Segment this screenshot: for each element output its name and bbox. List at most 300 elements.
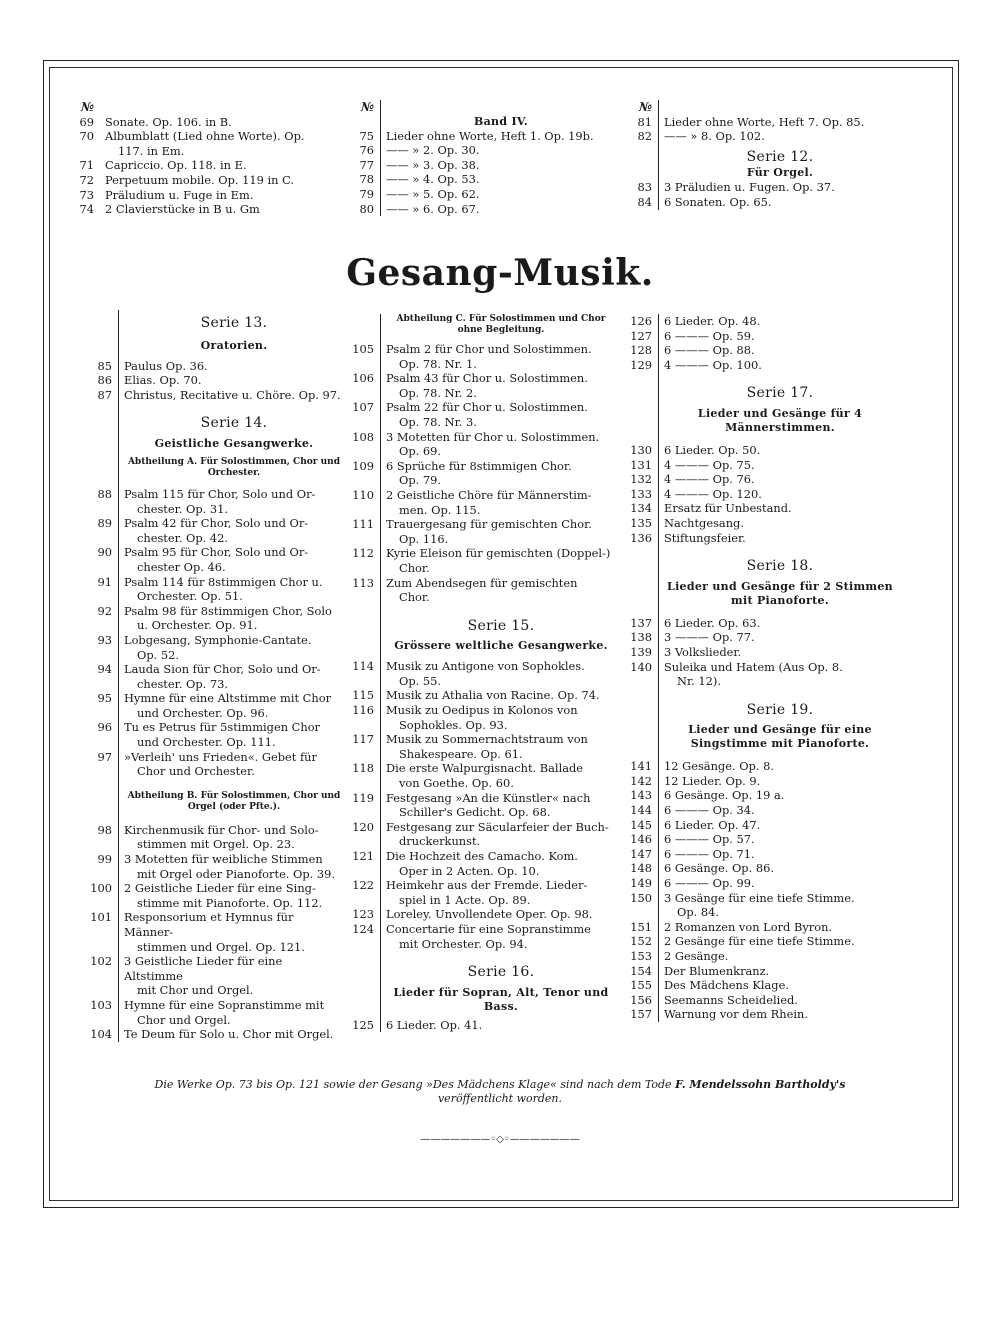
item-number: 139: [630, 644, 652, 659]
list-item: [86, 1013, 344, 1028]
item-text: chester. Op. 31.: [137, 501, 229, 516]
item-text: und Orchester. Op. 111.: [137, 735, 276, 750]
item-text: Lauda Sion für Chor, Solo und Or-: [124, 662, 321, 677]
list-item: [348, 129, 616, 144]
list-item: [348, 907, 616, 922]
main-col-1: [86, 310, 344, 1042]
item-text: Te Deum für Solo u. Chor mit Orgel.: [124, 1027, 334, 1042]
item-number: 86: [97, 373, 112, 388]
item-number: 118: [352, 761, 374, 776]
item-number: [348, 532, 380, 547]
lieder-16-heading: Lieder für Sopran, Alt, Tenor und Bass.: [393, 985, 609, 1013]
item-number: 138: [630, 630, 652, 645]
list-item: [626, 329, 896, 344]
item-text: Musik zu Antigone von Sophokles.: [386, 659, 585, 674]
item-text: 3 Motetten für Chor u. Solostimmen.: [386, 429, 600, 444]
serie-14c-list: [348, 342, 616, 605]
item-text: 4 ——— Op. 76.: [664, 472, 755, 487]
item-text: 6 Lieder. Op. 63.: [664, 615, 761, 630]
list-item: [626, 993, 896, 1008]
item-number: 127: [630, 328, 652, 343]
item-text: 2 Geistliche Lieder für eine Sing-: [124, 881, 316, 896]
list-item: [348, 503, 616, 518]
item-text: Schiller's Gedicht. Op. 68.: [399, 805, 551, 820]
item-text: Musik zu Athalia von Racine. Op. 74.: [386, 688, 600, 703]
list-item: [348, 688, 616, 703]
item-number: [348, 357, 380, 372]
item-number: [348, 718, 380, 733]
item-text: Op. 52.: [137, 647, 179, 662]
list-item: [626, 487, 896, 502]
abteilung-c-heading: Abtheilung C. Für Solostimmen und Chor ohne Begleitung.: [396, 314, 606, 335]
list-item: [626, 788, 896, 803]
item-number: 81: [637, 114, 652, 129]
list-item: [626, 195, 896, 210]
item-text: Warnung vor dem Rhein.: [664, 1007, 808, 1022]
list-item: [86, 531, 344, 546]
item-text: 6 Sonaten. Op. 65.: [664, 194, 772, 209]
item-text: Op. 78. Nr. 3.: [399, 414, 477, 429]
list-item: [348, 718, 616, 733]
item-text: 6 Sprüche für 8stimmigen Chor.: [386, 458, 572, 473]
item-number: 112: [352, 546, 374, 561]
item-number: 121: [352, 849, 374, 863]
item-number: 78: [359, 172, 374, 187]
item-text: 6 Gesänge. Op. 86.: [664, 861, 774, 876]
list-item: [348, 561, 616, 576]
item-number: 97: [97, 749, 112, 764]
item-text: —— » 8. Op. 102.: [664, 129, 765, 144]
item-number: 131: [630, 457, 652, 472]
item-number: [348, 674, 380, 689]
list-item: [86, 852, 344, 867]
list-item: [86, 867, 344, 882]
item-text: 3 Motetten für weibliche Stimmen: [124, 852, 323, 867]
list-item: [86, 983, 344, 998]
list-item: [348, 202, 616, 217]
item-text: Nachtgesang.: [664, 515, 744, 530]
serie-13-list: [86, 359, 344, 403]
band-heading: Band IV.: [474, 114, 528, 128]
item-text: Stiftungsfeier.: [664, 530, 746, 545]
item-number: 94: [97, 662, 112, 677]
list-item: [348, 143, 616, 158]
item-number: 151: [630, 919, 652, 934]
item-text: Die erste Walpurgisnacht. Ballade: [386, 761, 584, 776]
footnote: [60, 1078, 940, 1106]
item-text: 6 Gesänge. Op. 19 a.: [664, 788, 785, 803]
item-text: Psalm 95 für Chor, Solo und Or-: [124, 545, 309, 560]
column-number-label: №: [638, 100, 652, 114]
item-text: Op. 79.: [399, 473, 441, 488]
item-number: [348, 503, 380, 518]
list-item: [348, 820, 616, 835]
item-text: Perpetuum mobile. Op. 119 in C.: [105, 172, 295, 187]
item-text: 6 Lieder. Op. 41.: [386, 1017, 483, 1032]
item-number: 145: [630, 817, 652, 832]
item-text: Des Mädchens Klage.: [664, 978, 789, 993]
item-text: stimmen mit Orgel. Op. 23.: [137, 837, 295, 852]
list-item: [626, 934, 896, 949]
serie-19-list: [626, 759, 896, 1022]
list-item: [348, 357, 616, 372]
item-text: —— » 6. Op. 67.: [386, 201, 480, 216]
item-text: Psalm 43 für Chor u. Solostimmen.: [386, 371, 588, 386]
item-text: 6 ——— Op. 59.: [664, 328, 755, 343]
item-number: 83: [637, 180, 652, 195]
item-number: 128: [630, 343, 652, 358]
item-text: mit Orgel oder Pianoforte. Op. 39.: [137, 866, 336, 881]
item-text: Concertarie für eine Sopranstimme: [386, 921, 591, 936]
item-text: 12 Lieder. Op. 9.: [664, 773, 761, 788]
item-text: Musik zu Sommernachtstraum von: [386, 732, 588, 747]
list-item: [86, 706, 344, 721]
list-item: [348, 488, 616, 503]
item-text: —— » 2. Op. 30.: [386, 143, 480, 158]
item-text: Albumblatt (Lied ohne Worte). Op.: [105, 129, 305, 144]
serie-16b-list: [626, 314, 896, 372]
list-item: [348, 187, 616, 202]
item-text: stimme mit Pianoforte. Op. 112.: [137, 895, 323, 910]
item-number: [348, 415, 380, 430]
item-text: und Orchester. Op. 96.: [137, 705, 269, 720]
list-item: [626, 674, 896, 689]
item-text: —— » 5. Op. 62.: [386, 186, 480, 201]
item-number: 77: [359, 157, 374, 172]
item-number: 76: [359, 143, 374, 158]
item-number: 147: [630, 846, 652, 861]
list-item: [626, 818, 896, 833]
oratorien-heading: Oratorien.: [200, 338, 268, 352]
list-item: [348, 532, 616, 547]
item-number: 148: [630, 861, 652, 876]
item-number: 143: [630, 788, 652, 803]
item-number: 110: [352, 487, 374, 502]
item-number: [86, 896, 118, 911]
list-item: [348, 386, 616, 401]
item-text: Op. 116.: [399, 531, 449, 546]
list-item: [626, 129, 896, 144]
list-item: [626, 115, 896, 130]
item-text: Psalm 2 für Chor und Solostimmen.: [386, 342, 592, 356]
item-text: 12 Gesänge. Op. 8.: [664, 759, 774, 774]
item-number: 144: [630, 803, 652, 818]
item-text: chester. Op. 42.: [137, 530, 229, 545]
item-number: [86, 735, 118, 750]
item-number: [86, 531, 118, 546]
list-item: [348, 659, 616, 674]
item-number: 70: [79, 129, 94, 144]
list-item: [348, 576, 616, 591]
list-item: [626, 314, 896, 329]
item-number: 132: [630, 472, 652, 487]
item-number: [348, 864, 380, 879]
item-text: 6 ——— Op. 99.: [664, 876, 755, 891]
item-text: Hymne für eine Altstimme mit Chor: [124, 691, 332, 706]
item-text: 3 Geistliche Lieder für eine Altstimme: [124, 954, 283, 983]
item-number: [348, 834, 380, 849]
item-number: 156: [630, 992, 652, 1007]
list-item: [86, 764, 344, 779]
list-item: [86, 735, 344, 750]
top-col-2-list: [348, 129, 616, 217]
list-item: [626, 964, 896, 979]
item-text: chester. Op. 73.: [137, 676, 229, 691]
item-text: Sonate. Op. 106. in B.: [105, 114, 232, 129]
item-number: [86, 940, 118, 955]
list-item: [348, 371, 616, 386]
item-text: Lobgesang, Symphonie-Cantate.: [124, 632, 312, 647]
column-number-label: №: [360, 100, 374, 114]
item-text: Die Hochzeit des Camacho. Kom.: [386, 849, 578, 863]
lieder-19-heading: Lieder und Gesänge für eine Singstimme mit Pianoforte.: [688, 723, 872, 751]
list-item: [86, 677, 344, 692]
list-item: [626, 630, 896, 645]
list-item: [86, 633, 344, 648]
item-text: stimmen und Orgel. Op. 121.: [137, 939, 305, 954]
list-item: [626, 847, 896, 862]
list-item: [86, 940, 344, 955]
top-col-2: [348, 100, 616, 216]
list-item: [348, 864, 616, 879]
item-number: 106: [352, 371, 374, 386]
list-item: [626, 358, 896, 373]
item-number: 126: [630, 314, 652, 328]
list-item: [86, 881, 344, 896]
serie-18-heading: Serie 18.: [746, 558, 814, 575]
ornament-divider: ———————◦◇◦———————: [420, 1134, 580, 1145]
list-item: [86, 545, 344, 560]
list-item: [86, 388, 344, 403]
list-item: [348, 878, 616, 893]
list-item: [68, 173, 348, 188]
item-number: [86, 648, 118, 663]
item-text: Kyrie Eleison für gemischten (Doppel-): [386, 546, 611, 561]
item-text: Tu es Petrus für 5stimmigen Chor: [124, 720, 320, 735]
list-item: [68, 115, 348, 130]
item-number: [348, 937, 380, 952]
serie-17-list: [626, 443, 896, 545]
list-item: [86, 560, 344, 575]
list-item: [348, 459, 616, 474]
item-text: Festgesang »An die Künstler« nach: [386, 790, 591, 805]
footnote-line-1a: Die Werke Op. 73 bis Op. 121 sowie der Gesang »Des Mädchens Klage« sind nach dem Tode: [154, 1078, 672, 1091]
item-number: 89: [97, 516, 112, 531]
item-text: 3 Volkslieder.: [664, 644, 742, 659]
item-number: 133: [630, 486, 652, 501]
lieder-17-heading: Lieder und Gesänge für 4 Männerstimmen.: [697, 406, 863, 434]
item-number: 101: [90, 910, 112, 925]
item-number: 129: [630, 357, 652, 372]
item-text: »Verleih' uns Frieden«. Gebet für: [124, 749, 317, 764]
column-number-label: №: [80, 100, 94, 114]
item-number: 91: [97, 574, 112, 589]
list-item: [348, 893, 616, 908]
list-item: [348, 1018, 616, 1033]
item-text: Op. 84.: [677, 905, 719, 920]
list-item: [626, 343, 896, 358]
item-text: Op. 78. Nr. 1.: [399, 356, 477, 371]
list-item: [626, 531, 896, 546]
list-item: [626, 905, 896, 920]
list-item: [86, 954, 344, 983]
abteilung-b-heading: Abtheilung B. Für Solostimmen, Chor und Orgel (oder Pfte.).: [127, 790, 341, 812]
item-number: [86, 983, 118, 998]
list-item: [86, 910, 344, 939]
item-text: Lieder ohne Worte, Heft 1. Op. 19b.: [386, 128, 594, 143]
list-item: [626, 891, 896, 906]
list-item: [626, 443, 896, 458]
list-item: [348, 172, 616, 187]
item-text: Ersatz für Unbestand.: [664, 501, 792, 516]
list-item: [86, 502, 344, 517]
item-text: —— » 4. Op. 53.: [386, 172, 480, 187]
list-item: [348, 922, 616, 937]
list-item: [626, 660, 896, 675]
item-number: [626, 905, 658, 920]
list-item: [626, 774, 896, 789]
item-number: 150: [630, 890, 652, 905]
item-text: Chor und Orchester.: [137, 764, 255, 779]
item-number: 153: [630, 949, 652, 963]
item-text: 2 Clavierstücke in B u. Gm: [105, 202, 260, 217]
list-item: [348, 590, 616, 605]
item-number: 116: [352, 703, 374, 718]
item-text: Op. 69.: [399, 444, 441, 459]
item-number: [86, 706, 118, 721]
item-number: 74: [79, 202, 94, 217]
top-col-3-list-b: [626, 180, 896, 209]
item-number: 84: [637, 194, 652, 209]
top-col-3: [626, 100, 896, 210]
item-text: —— » 3. Op. 38.: [386, 157, 480, 172]
item-text: Psalm 98 für 8stimmigen Chor, Solo: [124, 603, 332, 618]
list-item: [626, 949, 896, 964]
item-text: Nr. 12).: [677, 674, 721, 689]
item-number: 82: [637, 129, 652, 144]
item-text: Zum Abendsegen für gemischten: [386, 575, 578, 590]
main-col-2: [348, 314, 616, 1032]
list-item: [86, 604, 344, 619]
item-number: 93: [97, 632, 112, 647]
item-text: 2 Romanzen von Lord Byron.: [664, 919, 833, 934]
item-number: [348, 473, 380, 488]
item-text: Orchester. Op. 51.: [137, 589, 243, 604]
list-item: [86, 896, 344, 911]
item-text: 117. in Em.: [118, 143, 185, 158]
item-text: 2 Gesänge.: [664, 949, 729, 963]
list-item: [86, 575, 344, 590]
item-text: Musik zu Oedipus in Kolonos von: [386, 703, 578, 718]
item-number: [348, 386, 380, 401]
list-item: [68, 129, 348, 144]
item-number: 88: [97, 486, 112, 501]
item-number: 73: [79, 187, 94, 202]
serie-16-heading: Serie 16.: [467, 964, 535, 981]
item-text: men. Op. 115.: [399, 502, 481, 517]
list-item: [626, 180, 896, 195]
item-text: Chor.: [399, 560, 430, 575]
item-number: 136: [630, 530, 652, 545]
list-item: [626, 472, 896, 487]
item-text: Lieder ohne Worte, Heft 7. Op. 85.: [664, 114, 865, 129]
item-number: 105: [352, 342, 374, 356]
serie-14b-list: [86, 823, 344, 1042]
serie-19-heading: Serie 19.: [746, 701, 814, 718]
item-text: 4 ——— Op. 120.: [664, 486, 762, 501]
list-item: [626, 832, 896, 847]
item-text: Responsorium et Hymnus für Männer-: [124, 910, 294, 939]
top-col-1: [68, 100, 348, 217]
item-text: Sophokles. Op. 93.: [399, 717, 508, 732]
item-text: u. Orchester. Op. 91.: [137, 618, 258, 633]
list-item: [86, 487, 344, 502]
list-item: [348, 473, 616, 488]
item-number: [86, 589, 118, 604]
list-item: [86, 516, 344, 531]
groessere-heading: Grössere weltliche Gesangwerke.: [394, 639, 608, 653]
item-number: 134: [630, 501, 652, 516]
list-item: [86, 359, 344, 374]
item-number: 107: [352, 400, 374, 415]
item-text: 6 Lieder. Op. 50.: [664, 442, 761, 457]
item-text: Suleika und Hatem (Aus Op. 8.: [664, 659, 843, 674]
item-number: [86, 618, 118, 633]
item-text: 4 ——— Op. 100.: [664, 357, 762, 372]
item-number: 104: [90, 1027, 112, 1042]
list-item: [348, 732, 616, 747]
item-number: 87: [97, 387, 112, 402]
list-item: [626, 759, 896, 774]
item-number: [348, 805, 380, 820]
item-number: [348, 893, 380, 908]
item-number: 72: [79, 172, 94, 187]
list-item: [68, 158, 348, 173]
list-item: [626, 803, 896, 818]
item-text: 6 Lieder. Op. 48.: [664, 314, 761, 328]
item-number: [86, 837, 118, 852]
list-item: [86, 750, 344, 765]
list-item: [626, 645, 896, 660]
item-number: 135: [630, 515, 652, 530]
item-number: 95: [97, 691, 112, 706]
serie-16-list: [348, 1018, 616, 1033]
list-item: [626, 501, 896, 516]
lieder-18-heading: Lieder und Gesänge für 2 Stimmen mit Pianoforte.: [667, 579, 893, 607]
item-number: 117: [352, 732, 374, 747]
list-item: [348, 158, 616, 173]
serie-17-heading: Serie 17.: [746, 385, 814, 402]
item-number: 141: [630, 759, 652, 774]
item-number: 80: [359, 201, 374, 216]
item-number: 146: [630, 832, 652, 847]
item-text: Präludium u. Fuge in Em.: [105, 187, 254, 202]
item-number: 123: [352, 907, 374, 922]
serie-18-list: [626, 616, 896, 689]
item-text: Festgesang zur Säcularfeier der Buch-: [386, 819, 609, 834]
list-item: [348, 849, 616, 864]
list-item: [626, 978, 896, 993]
serie-14-heading: Serie 14.: [200, 415, 268, 432]
item-text: Psalm 114 für 8stimmigen Chor u.: [124, 574, 323, 589]
list-item: [86, 998, 344, 1013]
item-number: 115: [352, 688, 374, 703]
serie-15-heading: Serie 15.: [467, 617, 535, 634]
list-item: [626, 1007, 896, 1022]
item-number: [626, 674, 658, 689]
list-item: [348, 805, 616, 820]
list-item: [348, 444, 616, 459]
